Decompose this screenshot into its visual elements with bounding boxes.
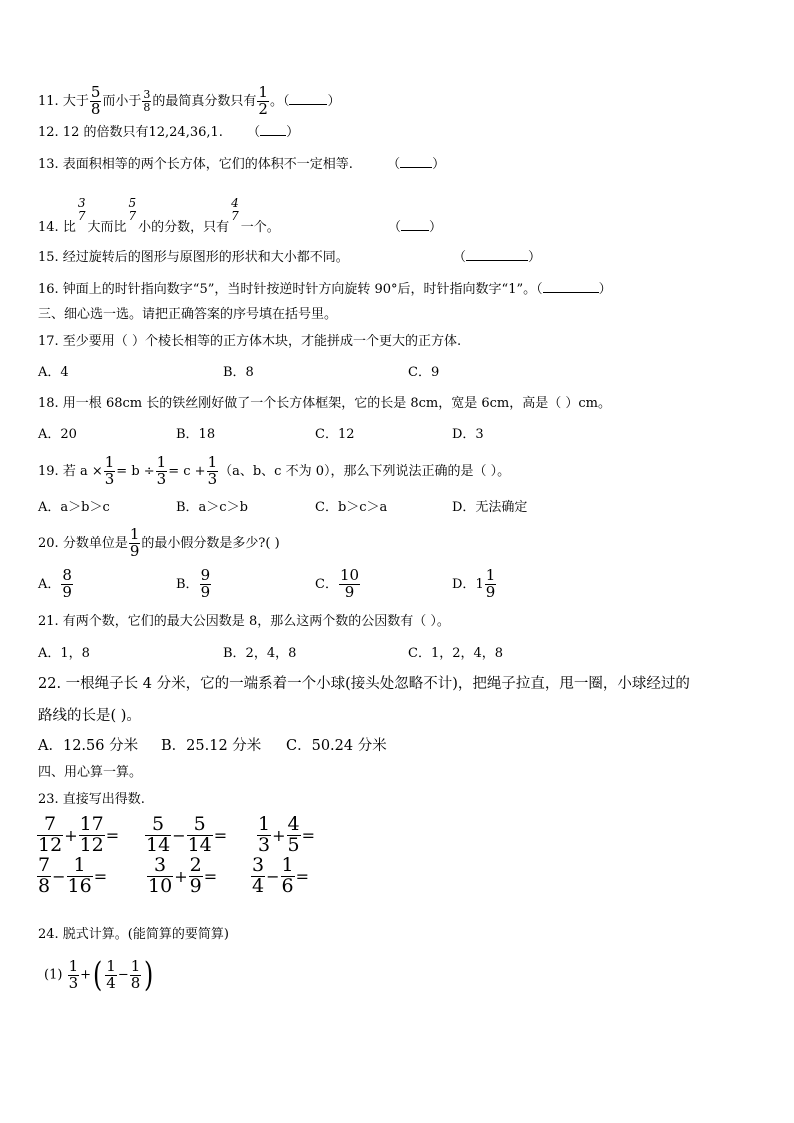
left-paren: (: [93, 955, 103, 995]
q11-text-4: 。（: [269, 93, 290, 109]
paren-close: ）: [432, 157, 446, 172]
paren-close: ）: [428, 220, 442, 236]
fraction-1-3: $\frac{1}{3}$: [156, 453, 167, 488]
q14-text-4: 一个。: [240, 220, 280, 236]
calc-item-2: [144, 815, 227, 856]
q11-text-2: 而小于: [102, 93, 142, 109]
question-17: 17. 至少要用（ ）个棱长相等的正方体木块，才能拼成一个更大的正方体.: [38, 334, 462, 349]
paren-close: ）: [527, 250, 541, 265]
fraction: $\frac{3}{4}$: [252, 854, 265, 897]
fraction: $\frac{5}{14}$: [146, 813, 171, 856]
operator: −: [172, 825, 186, 845]
q11-text-1: 大于: [62, 93, 89, 109]
q14-text-3: 小的分数，只有: [138, 220, 230, 236]
q19-option-b[interactable]: B．a＞c＞b: [176, 500, 248, 515]
paren-close: ）: [598, 282, 612, 297]
question-text: 15. 经过旋转后的图形与原图形的形状和大小都不同。: [38, 250, 349, 265]
equals: =: [93, 866, 108, 886]
question-21: 21. 有两个数，它们的最大公因数是 8，那么这两个数的公因数有（ ）。: [38, 614, 450, 629]
question-number: 19.: [38, 463, 59, 479]
q14-text-1: 比: [62, 220, 76, 236]
q17-option-c[interactable]: C．9: [408, 365, 440, 380]
answer-blank[interactable]: [466, 259, 528, 261]
q18-option-d[interactable]: D．3: [452, 427, 484, 442]
q14-text-2: 大而比: [87, 220, 127, 236]
question-18: 18. 用一根 68cm 长的铁丝刚好做了一个长方体框架，它的长是 8cm，宽是 6cm，高是（ ）cm。: [38, 396, 611, 411]
question-13: [38, 158, 445, 171]
q18-option-b[interactable]: B．18: [176, 427, 216, 442]
q19-text-4: （a、b、c 不为 0），那么下列说法正确的是（ ）。: [219, 463, 511, 479]
fraction: $\frac{1}{3}$: [68, 956, 79, 992]
calc-item-3: [256, 815, 315, 856]
option-label: B．: [176, 576, 199, 592]
operator: +: [272, 825, 286, 845]
answer-blank[interactable]: [260, 134, 286, 136]
q20-text-2: 的最小假分数是多少?( ): [141, 535, 280, 551]
q17-option-b[interactable]: B．8: [223, 365, 254, 380]
equals: =: [295, 866, 309, 886]
question-number: 20.: [38, 535, 59, 551]
q21-option-a[interactable]: A．1，8: [38, 646, 90, 661]
operator: −: [52, 866, 66, 886]
question-20: [38, 527, 280, 560]
q22-option-b[interactable]: B．25.12 分米: [161, 738, 262, 754]
fraction: $\frac{17}{12}$: [79, 813, 104, 856]
option-label: C．: [315, 576, 338, 592]
fraction-1-3: $\frac{1}{3}$: [104, 453, 115, 488]
q19-option-c[interactable]: C．b＞c＞a: [315, 500, 388, 515]
q11-text-5: ）: [327, 93, 341, 109]
question-number: 11.: [38, 93, 59, 109]
fraction-1-9: $\frac{1}{9}$: [485, 566, 496, 601]
equals: =: [105, 825, 120, 845]
paren-open: （: [387, 157, 401, 172]
calc-item-4: [36, 856, 107, 897]
fraction-5-8: $\frac{5}{8}$: [90, 83, 101, 118]
fraction: $\frac{7}{8}$: [38, 854, 51, 897]
question-16: [38, 283, 612, 296]
q19-option-a[interactable]: A．a＞b＞c: [38, 500, 110, 515]
q19-text-2: = b ÷: [116, 463, 155, 479]
operator: −: [266, 866, 280, 886]
question-22-line-1: 22. 一根绳子长 4 分米，它的一端系着一个小球(接头处忽略不计)，把绳子拉直，甩一圈，小球经过的: [38, 676, 690, 692]
fraction-4-7: 4 7: [231, 196, 239, 223]
fraction-1-2: $\frac{1}{2}$: [258, 83, 268, 118]
question-24: 24. 脱式计算。(能简算的要简算): [38, 927, 229, 942]
q19-option-d[interactable]: D．无法确定: [452, 500, 528, 515]
fraction-3-7: 3 7: [77, 196, 86, 223]
paren-close: ）: [286, 125, 300, 140]
question-12: [38, 126, 299, 139]
calc-item-6: [250, 856, 309, 897]
fraction: $\frac{2}{9}$: [189, 854, 202, 897]
q19-text-1: 若 a ×: [62, 463, 103, 479]
operator: +: [174, 866, 188, 886]
q19-text-3: = c +: [168, 463, 206, 479]
fraction: $\frac{5}{14}$: [187, 813, 212, 856]
paren-open: （: [452, 250, 466, 265]
answer-blank[interactable]: [543, 291, 599, 293]
fraction-8-9: $\frac{8}{9}$: [62, 566, 72, 601]
q21-option-b[interactable]: B．2，4，8: [223, 646, 297, 661]
q21-option-c[interactable]: C．1，2，4，8: [408, 646, 504, 661]
q17-option-a[interactable]: A．4: [38, 365, 69, 380]
operator: −: [117, 967, 129, 983]
fraction-1-3: $\frac{1}{3}$: [207, 453, 218, 488]
question-11: [38, 85, 341, 118]
fraction-10-9: $\frac{10}{9}$: [339, 566, 360, 601]
question-number: 14.: [38, 220, 59, 236]
q20-option-a[interactable]: [38, 568, 74, 601]
fraction-1-9: $\frac{1}{9}$: [129, 525, 140, 560]
answer-blank[interactable]: [289, 103, 327, 105]
q20-text-1: 分数单位是: [62, 535, 128, 551]
calc-item-5: [146, 856, 217, 897]
equals: =: [301, 825, 315, 845]
question-text: 13. 表面积相等的两个长方体，它们的体积不一定相等.: [38, 157, 353, 172]
q11-text-3: 的最简真分数只有: [152, 93, 257, 109]
fraction: $\frac{1}{3}$: [258, 813, 271, 856]
operator: +: [64, 825, 78, 845]
question-19: [38, 455, 510, 488]
question-text: 16. 钟面上的时针指向数字“5”，当时针按逆时针方向旋转 90°后，时针指向数字“1”。（: [38, 282, 543, 297]
operator: +: [80, 967, 92, 983]
fraction: $\frac{1}{8}$: [130, 956, 141, 992]
question-15: [38, 251, 541, 264]
paren-open: （: [387, 220, 401, 236]
q24-part-1: [44, 955, 156, 995]
mixed-whole: 1: [475, 576, 484, 592]
fraction: $\frac{4}{5}$: [287, 813, 300, 856]
section-4-heading: 四、用心算一算。: [38, 765, 143, 780]
fraction-9-9: $\frac{9}{9}$: [200, 566, 211, 601]
fraction: $\frac{3}{10}$: [148, 854, 173, 897]
fraction-3-8: $\frac{3}{8}$: [143, 88, 151, 114]
answer-blank[interactable]: [401, 229, 429, 231]
q18-option-c[interactable]: C．12: [315, 427, 355, 442]
section-3-heading: 三、细心选一选。请把正确答案的序号填在括号里。: [38, 307, 338, 322]
fraction: $\frac{1}{4}$: [106, 956, 116, 992]
q20-option-d[interactable]: [452, 568, 497, 601]
part-label: (1): [44, 967, 63, 983]
answer-blank[interactable]: [400, 166, 432, 168]
fraction: $\frac{7}{12}$: [38, 813, 63, 856]
option-label: A．: [38, 576, 61, 592]
question-14: [38, 193, 442, 236]
option-label: D．: [452, 576, 476, 592]
question-23: 23. 直接写出得数.: [38, 792, 145, 807]
q22-option-a[interactable]: A．12.56 分米: [38, 738, 139, 754]
fraction-5-7: 5 7: [128, 196, 137, 223]
fraction: $\frac{1}{16}$: [67, 854, 92, 897]
equals: =: [203, 866, 218, 886]
right-paren: ): [144, 955, 154, 995]
q18-option-a[interactable]: A．20: [38, 427, 77, 442]
paren-open: （: [247, 125, 261, 140]
question-text: 12. 12 的倍数只有12,24,36,1.: [38, 125, 223, 140]
fraction: $\frac{1}{6}$: [281, 854, 294, 897]
question-22-line-2: 路线的长是( )。: [38, 708, 141, 724]
calc-item-1: [36, 815, 119, 856]
equals: =: [213, 825, 228, 845]
q22-option-c[interactable]: C．50.24 分米: [286, 738, 387, 754]
q20-option-b[interactable]: [176, 568, 212, 601]
q20-option-c[interactable]: [315, 568, 361, 601]
